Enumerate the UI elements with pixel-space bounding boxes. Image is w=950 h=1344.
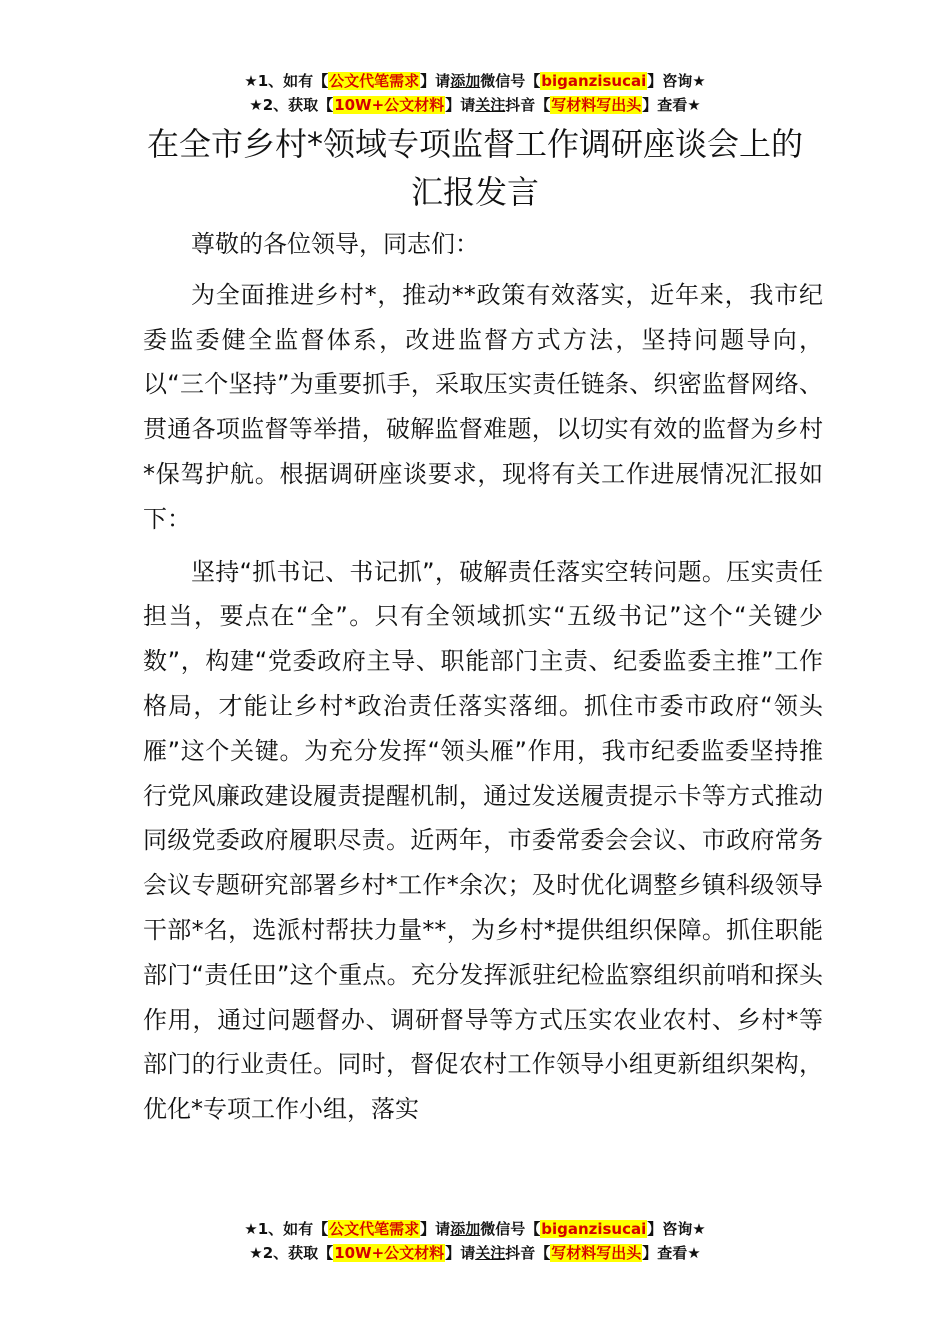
- promo-underline: 添加: [450, 72, 481, 90]
- promo-line-2: [0, 1241, 950, 1265]
- promo-underline: 关注: [475, 96, 506, 114]
- promo-text: 微信号【: [480, 72, 541, 90]
- promo-highlight: 10W+公文材料: [334, 1244, 445, 1262]
- paragraph-responsibility: 坚持“抓书记、书记抓”，破解责任落实空转问题。压实责任担当，要点在“全”。只有全领域抓实“五级书记”这个“关键少数”，构建“党委政府主导、职能部门主责、纪委监委主推”工作格局，才能让乡村*政治责任落实落细。抓住市委市政府“领头雁”这个关键。为充分发挥“领头雁”作用，我市纪委监委坚持推行党风廉政建设履责提醒机制，通过发送履责提示卡等方式推动同级党委政府履职尽责。近两年，市委常委会会议、市政府常务会议专题研究部署乡村*工作*余次；及时优化调整乡镇科级领导干部*名，选派村帮扶力量**，为乡村*提供组织保障。抓住职能部门“责任田”这个重点。充分发挥派驻纪检监察组织前哨和探头作用，通过问题督办、调研督导等方式压实农业农村、乡村*等部门的行业责任。同时，督促农村工作领导小组更新组织架构，优化*专项工作小组，落实: [143, 557, 823, 1124]
- promo-text: 微信号【: [480, 1220, 541, 1238]
- promo-text: ★2、获取【: [249, 96, 334, 114]
- promo-highlight: 写材料写出头: [551, 1244, 642, 1262]
- promo-text: 抖音【: [505, 1244, 551, 1262]
- document-body: [143, 222, 823, 1140]
- document-title: 在全市乡村*领域专项监督工作调研座谈会上的汇报发言: [146, 125, 803, 211]
- promo-line-2: [0, 93, 950, 117]
- salutation: 尊敬的各位领导，同志们：: [191, 230, 479, 258]
- promo-text: 】咨询★: [647, 72, 706, 90]
- promo-underline: 关注: [475, 1244, 506, 1262]
- promo-text: 】查看★: [642, 1244, 701, 1262]
- promo-line-1: [0, 1217, 950, 1241]
- promo-line-1: [0, 69, 950, 93]
- promo-text: ★1、如有【: [244, 72, 329, 90]
- promo-highlight: biganzisucai: [541, 1220, 647, 1238]
- promo-highlight: biganzisucai: [541, 72, 647, 90]
- promo-text: 抖音【: [505, 96, 551, 114]
- promo-banner-top: [0, 69, 950, 117]
- promo-highlight: 写材料写出头: [551, 96, 642, 114]
- promo-text: ★2、获取【: [249, 1244, 334, 1262]
- paragraph-intro: 为全面推进乡村*，推动**政策有效落实，近年来，我市纪委监委健全监督体系，改进监督方式方法，坚持问题导向，以“三个坚持”为重要抓手，采取压实责任链条、织密监督网络、贯通各项监督等举措，破解监督难题，以切实有效的监督为乡村*保驾护航。根据调研座谈要求，现将有关工作进展情况汇报如下：: [143, 280, 823, 533]
- promo-text: 】请: [420, 1220, 451, 1238]
- promo-text: 】请: [445, 96, 476, 114]
- promo-highlight: 10W+公文材料: [334, 96, 445, 114]
- promo-highlight: 公文代笔需求: [329, 72, 420, 90]
- promo-highlight: 公文代笔需求: [329, 1220, 420, 1238]
- promo-text: ★1、如有【: [244, 1220, 329, 1238]
- promo-text: 】请: [420, 72, 451, 90]
- promo-text: 】查看★: [642, 96, 701, 114]
- promo-text: 】请: [445, 1244, 476, 1262]
- promo-text: 】咨询★: [647, 1220, 706, 1238]
- promo-underline: 添加: [450, 1220, 481, 1238]
- promo-banner-bottom: [0, 1217, 950, 1265]
